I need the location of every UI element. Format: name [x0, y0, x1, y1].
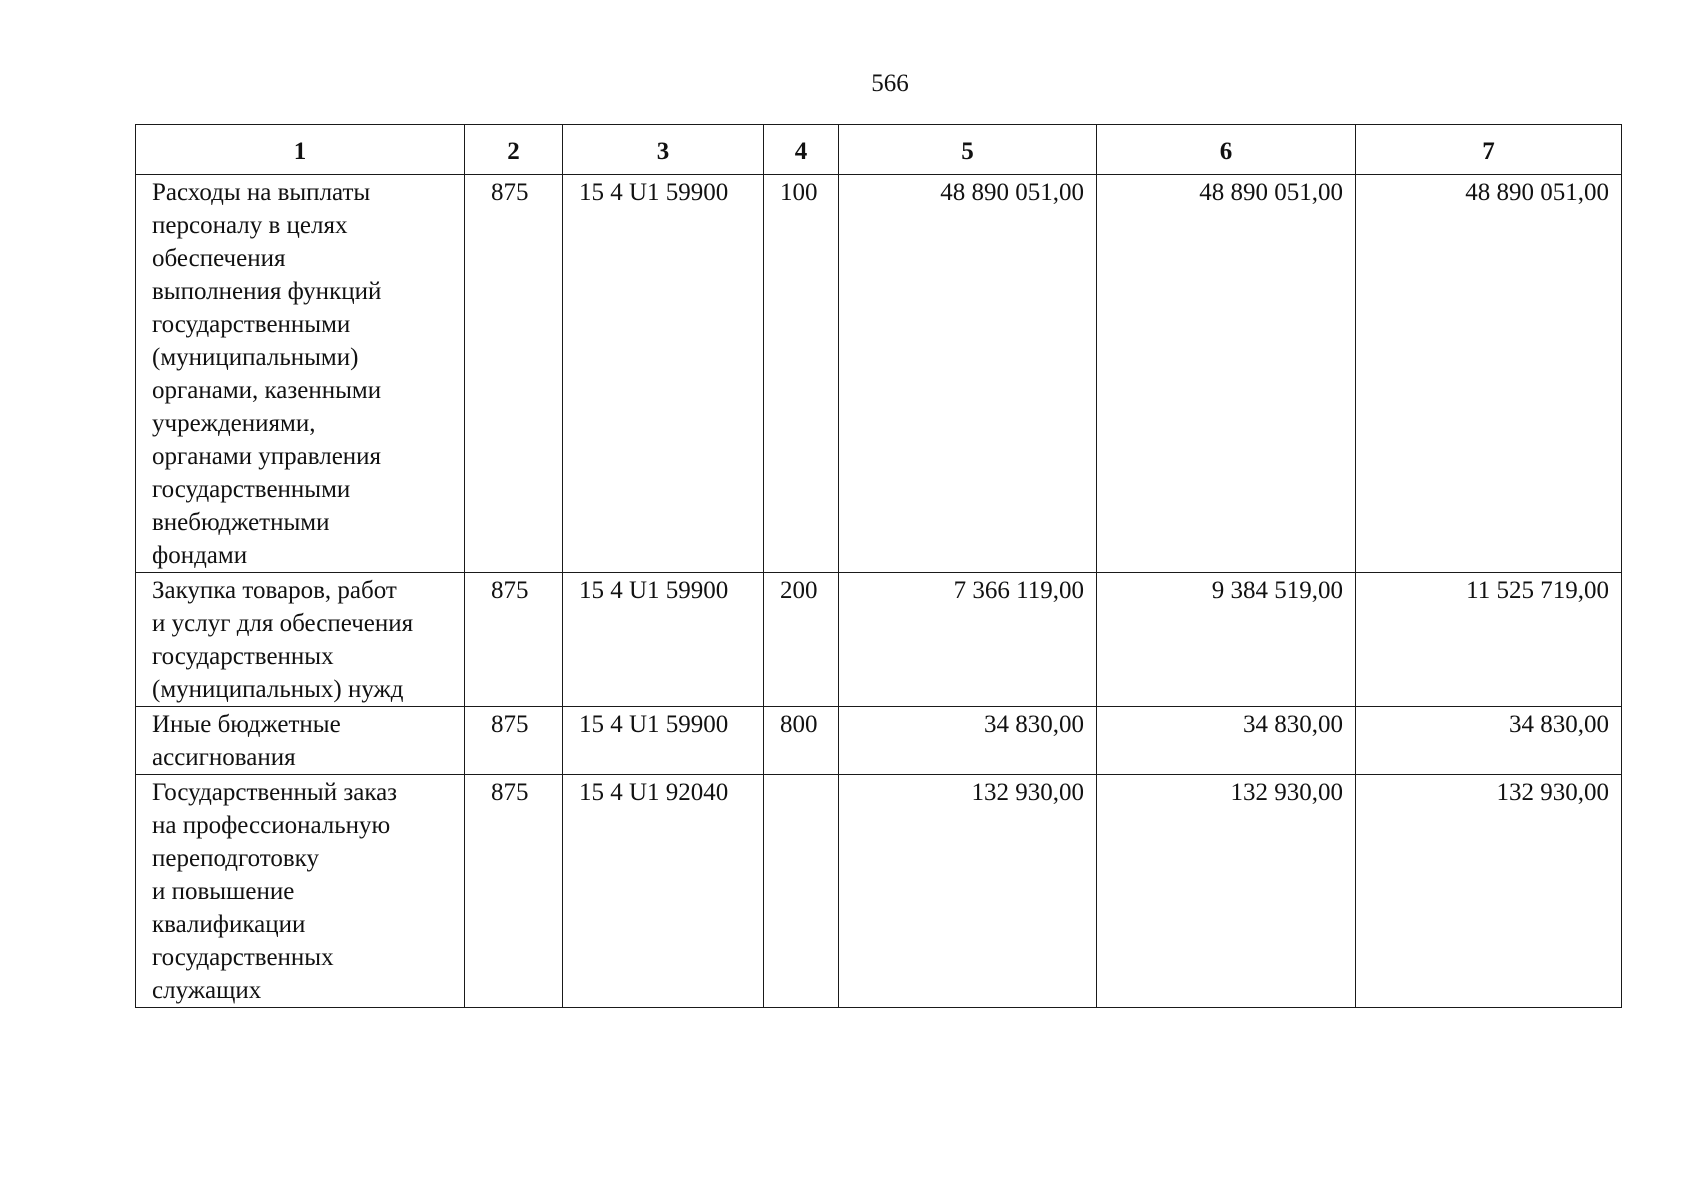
- column-header-3: 3: [563, 125, 764, 175]
- row-description: Расходы на выплаты персоналу в целях обеспечения выполнения функций государственными (муниципальными) органами, казенными учреждениями, органами управления государственными внебюджетными фондами: [136, 175, 465, 573]
- row-description: Государственный заказ на профессиональную переподготовку и повышение квалификации государственных служащих: [136, 775, 465, 1008]
- row-expense-type: [764, 775, 839, 1008]
- row-expense-type: 200: [764, 573, 839, 707]
- column-header-5: 5: [839, 125, 1097, 175]
- column-header-6: 6: [1097, 125, 1356, 175]
- column-header-2: 2: [465, 125, 563, 175]
- column-header-1: 1: [136, 125, 465, 175]
- row-department-code: 875: [465, 175, 563, 573]
- row-department-code: 875: [465, 775, 563, 1008]
- row-target-code: 15 4 U1 59900: [563, 573, 764, 707]
- table-row: [136, 775, 1622, 1008]
- row-description: Закупка товаров, работ и услуг для обеспечения государственных (муниципальных) нужд: [136, 573, 465, 707]
- row-sum-col5: 7 366 119,00: [839, 573, 1097, 707]
- row-sum-col6: 132 930,00: [1097, 775, 1356, 1008]
- row-sum-col5: 132 930,00: [839, 775, 1097, 1008]
- row-expense-type: 100: [764, 175, 839, 573]
- row-target-code: 15 4 U1 59900: [563, 707, 764, 775]
- row-sum-col7: 132 930,00: [1356, 775, 1622, 1008]
- table-row: [136, 175, 1622, 573]
- table-row: [136, 707, 1622, 775]
- row-sum-col6: 48 890 051,00: [1097, 175, 1356, 573]
- row-sum-col7: 11 525 719,00: [1356, 573, 1622, 707]
- row-sum-col5: 34 830,00: [839, 707, 1097, 775]
- row-sum-col7: 34 830,00: [1356, 707, 1622, 775]
- row-department-code: 875: [465, 707, 563, 775]
- header-row: [136, 125, 1622, 175]
- row-target-code: 15 4 U1 92040: [563, 775, 764, 1008]
- table-row: [136, 573, 1622, 707]
- row-sum-col7: 48 890 051,00: [1356, 175, 1622, 573]
- row-sum-col6: 34 830,00: [1097, 707, 1356, 775]
- row-sum-col6: 9 384 519,00: [1097, 573, 1356, 707]
- column-header-4: 4: [764, 125, 839, 175]
- row-sum-col5: 48 890 051,00: [839, 175, 1097, 573]
- row-department-code: 875: [465, 573, 563, 707]
- row-description: Иные бюджетные ассигнования: [136, 707, 465, 775]
- budget-table: [135, 124, 1622, 1008]
- page-number: 566: [871, 70, 909, 97]
- row-target-code: 15 4 U1 59900: [563, 175, 764, 573]
- row-expense-type: 800: [764, 707, 839, 775]
- column-header-7: 7: [1356, 125, 1622, 175]
